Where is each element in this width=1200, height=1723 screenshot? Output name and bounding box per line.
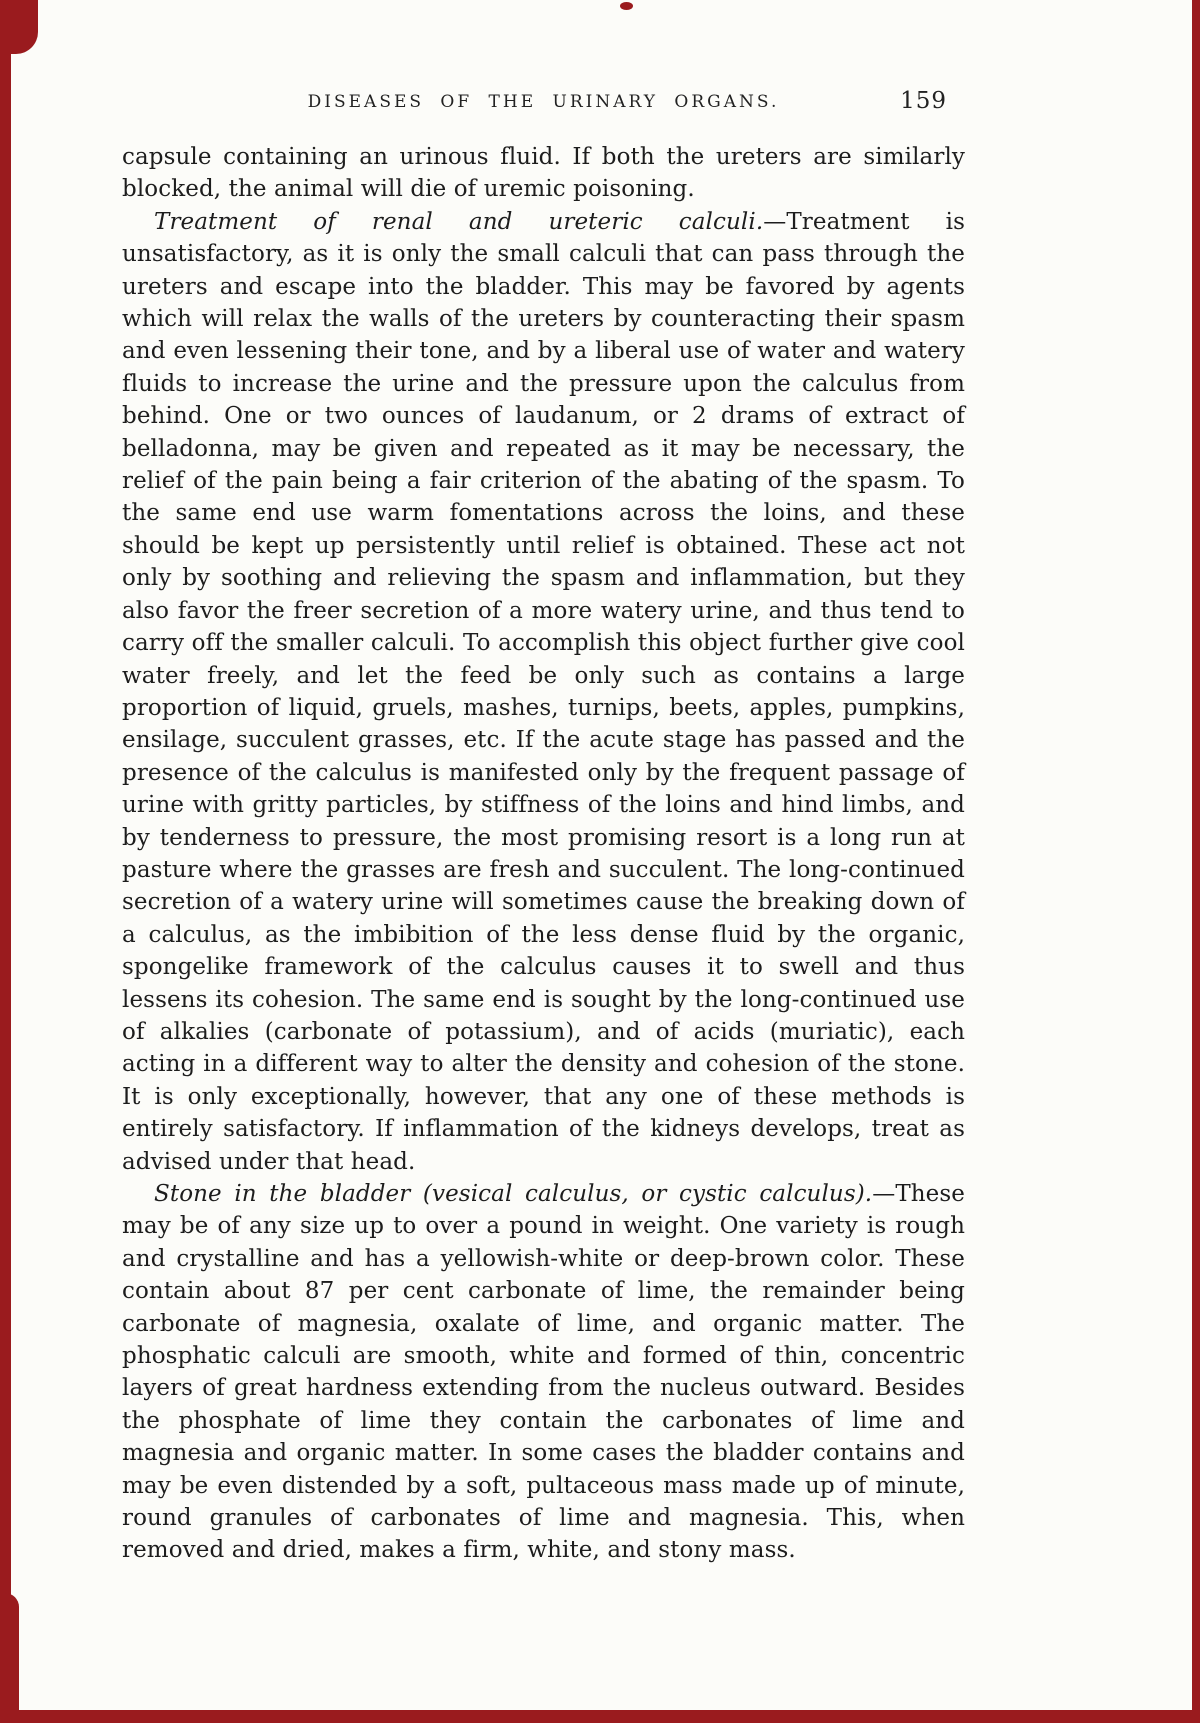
paragraph-text: —These may be of any size up to over a pound in weight. One variety is rough and crystalline and has a yellowish-white or deep-brown color. These contain about 87 per cent carbonate of lime, the remainder being carbonate of magnesia, oxalate of lime, and organic matter. The phosphatic calculi are smooth, white and formed of thin, concentric layers of great hardness extending from the nucleus outward. Besides the phosphate of lime they contain the carbonates of lime and magnesia and organic matter. In some cases the bladder contains and may be even distended by a soft, pultaceous mass made up of minute, round granules of carbonates of lime and magnesia. This, when removed and dried, makes a firm, white, and stony mass.: [122, 1181, 965, 1564]
scan-edge-right: [1192, 0, 1200, 1723]
paragraph-treatment-renal-calculi: [122, 206, 965, 1178]
running-header: [122, 88, 965, 114]
paragraph-capsule-continuation: [122, 141, 965, 206]
paragraph-text: capsule containing an urinous fluid. If both the ureters are similarly blocked, the animal will die of uremic poisoning.: [122, 144, 965, 203]
paragraph-stone-in-bladder: [122, 1178, 965, 1567]
scan-speck-top: [620, 2, 633, 10]
scan-edge-left: [0, 0, 11, 1723]
scan-edge-bottom: [0, 1710, 1200, 1723]
page-body: [122, 141, 965, 1567]
paragraph-text: —Treatment is unsatisfactory, as it is only the small calculi that can pass through the ureters and escape into the bladder. This may be favored by agents which will relax the walls of the ureters by counteracting their spasm and even lessening their tone, and by a liberal use of water and watery fluids to increase the urine and the pressure upon the calculus from behind. One or two ounces of laudanum, or 2 drams of extract of belladonna, may be given and repeated as it may be necessary, the relief of the pain being a fair criterion of the abating of the spasm. To the same end use warm fomentations across the loins, and these should be kept up persistently until relief is obtained. These act not only by soothing and relieving the spasm and inflammation, but they also favor the freer secretion of a more watery urine, and thus tend to carry off the smaller calculi. To accomplish this object further give cool water freely, and let the feed be only such as contains a large proportion of liquid, gruels, mashes, turnips, beets, apples, pumpkins, ensilage, succulent grasses, etc. If the acute stage has passed and the presence of the calculus is manifested only by the frequent passage of urine with gritty particles, by stiffness of the loins and hind limbs, and by tenderness to pressure, the most promising resort is a long run at pasture where the grasses are fresh and succulent. The long-continued secretion of a watery urine will sometimes cause the breaking down of a calculus, as the imbibition of the less dense fluid by the organic, spongelike framework of the calculus causes it to swell and thus lessens its cohesion. The same end is sought by the long-continued use of alkalies (carbonate of potassium), and of acids (muriatic), each acting in a different way to alter the density and cohesion of the stone. It is only exceptionally, however, that any one of these methods is entirely satisfactory. If inflammation of the kidneys develops, treat as advised under that head.: [122, 208, 966, 1175]
paragraph-lead-italic: Treatment of renal and ureteric calculi.: [154, 208, 764, 235]
running-head-title: DISEASES OF THE URINARY ORGANS.: [307, 92, 780, 112]
scan-edge-top-left-corner: [0, 0, 38, 54]
paragraph-lead-italic: Stone in the bladder (vesical calculus, or cystic calculus).: [154, 1181, 873, 1207]
scan-edge-bottom-left: [0, 1593, 19, 1713]
page-number: 159: [900, 88, 947, 114]
